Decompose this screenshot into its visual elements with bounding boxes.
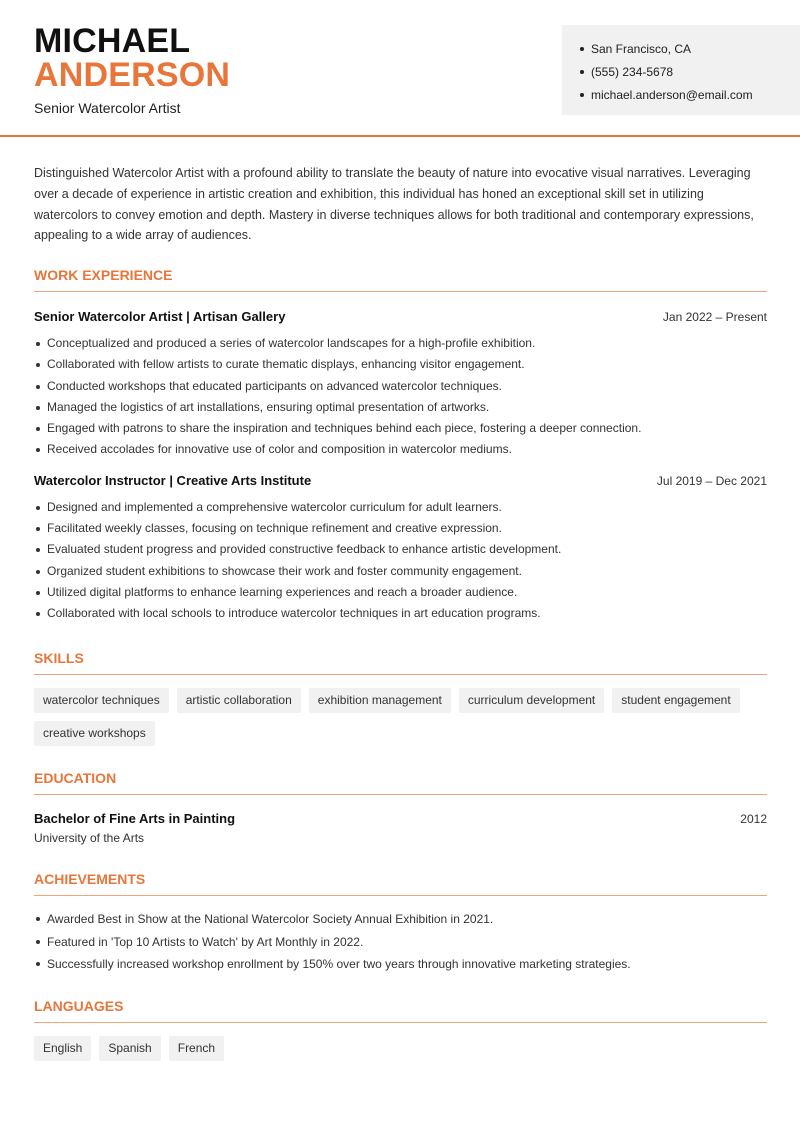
language-tag: French bbox=[169, 1036, 224, 1061]
list-item: Conceptualized and produced a series of watercolor landscapes for a high-profile exhibition. bbox=[34, 333, 767, 354]
phone-text: (555) 234-5678 bbox=[591, 64, 674, 79]
skill-tag: watercolor techniques bbox=[34, 688, 169, 713]
list-item: Designed and implemented a comprehensive watercolor curriculum for adult learners. bbox=[34, 497, 767, 518]
list-item: Awarded Best in Show at the National Watercolor Society Annual Exhibition in 2021. bbox=[34, 908, 767, 931]
last-name: ANDERSON bbox=[34, 56, 231, 94]
achievements-list bbox=[34, 908, 767, 976]
degree: Bachelor of Fine Arts in Painting bbox=[34, 811, 236, 826]
section-heading bbox=[34, 266, 767, 292]
work-experience-section bbox=[34, 266, 767, 625]
list-item: Utilized digital platforms to enhance learning experiences and reach a broader audience. bbox=[34, 582, 767, 603]
skill-tag: creative workshops bbox=[34, 721, 155, 746]
list-item: Collaborated with fellow artists to curate thematic displays, enhancing visitor engagement. bbox=[34, 354, 767, 375]
email-text[interactable]: michael.anderson@email.com bbox=[591, 87, 753, 102]
contact-box bbox=[562, 25, 800, 115]
skill-tag: curriculum development bbox=[459, 688, 604, 713]
education-section bbox=[34, 769, 767, 848]
job-bullets bbox=[34, 333, 767, 461]
achievements-section bbox=[34, 870, 767, 976]
section-heading bbox=[34, 870, 767, 896]
list-item: Conducted workshops that educated participants on advanced watercolor techniques. bbox=[34, 376, 767, 397]
job-dates: Jul 2019 – Dec 2021 bbox=[656, 473, 767, 488]
section-heading-text: LANGUAGES bbox=[34, 998, 124, 1014]
list-item: Engaged with patrons to share the inspiration and techniques behind each piece, fostering a deeper connection. bbox=[34, 418, 767, 439]
section-heading bbox=[34, 997, 767, 1023]
list-item: Collaborated with local schools to introduce watercolor techniques in art education programs. bbox=[34, 603, 767, 624]
resume-header bbox=[0, 0, 800, 137]
job-title: Senior Watercolor Artist bbox=[34, 100, 181, 116]
list-item: Featured in 'Top 10 Artists to Watch' by Art Monthly in 2022. bbox=[34, 931, 767, 954]
section-heading bbox=[34, 769, 767, 795]
section-heading-text: EDUCATION bbox=[34, 770, 117, 786]
list-item: Managed the logistics of art installations, ensuring optimal presentation of artworks. bbox=[34, 397, 767, 418]
job-entry bbox=[34, 308, 767, 461]
languages-tags bbox=[34, 1036, 767, 1061]
section-heading-text: ACHIEVEMENTS bbox=[34, 871, 146, 887]
language-tag: English bbox=[34, 1036, 91, 1061]
language-tag: Spanish bbox=[99, 1036, 160, 1061]
skill-tag: exhibition management bbox=[309, 688, 451, 713]
job-heading: Senior Watercolor Artist | Artisan Gallery bbox=[34, 309, 286, 324]
languages-section bbox=[34, 997, 767, 1061]
list-item: Organized student exhibitions to showcase their work and foster community engagement. bbox=[34, 561, 767, 582]
section-heading-text: SKILLS bbox=[34, 650, 84, 666]
job-heading: Watercolor Instructor | Creative Arts Institute bbox=[34, 472, 312, 488]
bullet-icon bbox=[580, 93, 584, 97]
school-name: University of the Arts bbox=[34, 831, 145, 845]
skill-tag: artistic collaboration bbox=[177, 688, 301, 713]
list-item: Successfully increased workshop enrollment by 150% over two years through innovative marketing strategies. bbox=[34, 953, 767, 976]
summary-paragraph: Distinguished Watercolor Artist with a profound ability to translate the beauty of nature into evocative visual narratives. Leveraging over a decade of experience in artistic creation and exhibition, this individual has honed an exceptional skill set in utilizing watercolors to convey emotion and depth. Mastery in diverse techniques allows for both traditional and contemporary expressions, appealing to a wide array of audiences. bbox=[34, 166, 754, 243]
location-text: San Francisco, CA bbox=[591, 41, 692, 56]
job-bullets bbox=[34, 497, 767, 625]
list-item: Facilitated weekly classes, focusing on technique refinement and creative expression. bbox=[34, 518, 767, 539]
job-dates: Jan 2022 – Present bbox=[662, 310, 767, 324]
section-heading-text: WORK EXPERIENCE bbox=[34, 267, 173, 283]
graduation-year: 2012 bbox=[740, 812, 767, 826]
list-item: Evaluated student progress and provided constructive feedback to enhance artistic development. bbox=[34, 539, 767, 560]
skills-tags bbox=[34, 688, 767, 746]
contact-email[interactable] bbox=[580, 83, 800, 106]
skill-tag: student engagement bbox=[612, 688, 739, 713]
list-item: Received accolades for innovative use of color and composition in watercolor mediums. bbox=[34, 439, 767, 460]
contact-phone bbox=[580, 60, 800, 83]
section-heading bbox=[34, 649, 767, 675]
contact-location bbox=[580, 37, 800, 60]
skills-section bbox=[34, 649, 767, 746]
education-entry bbox=[34, 810, 767, 848]
bullet-icon bbox=[580, 70, 584, 74]
bullet-icon bbox=[580, 47, 584, 51]
first-name: MICHAEL bbox=[34, 22, 191, 60]
job-entry bbox=[34, 472, 767, 625]
